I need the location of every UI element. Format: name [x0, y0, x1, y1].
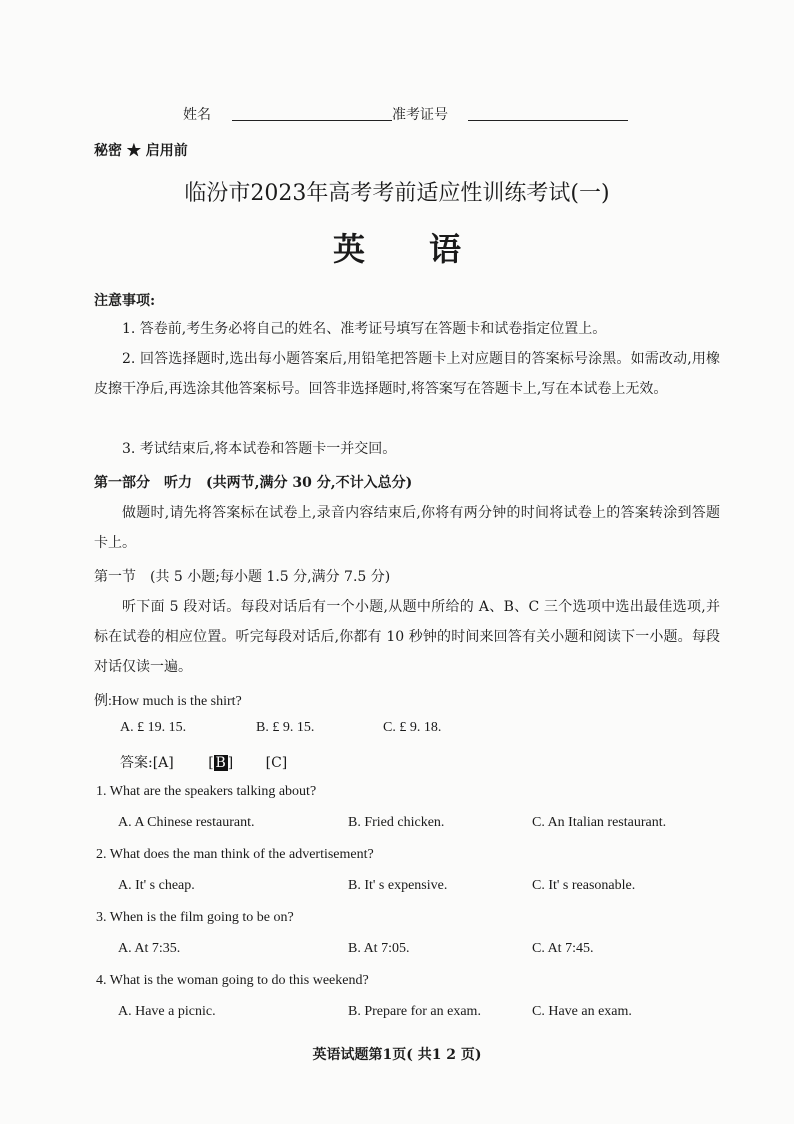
id-blank: [468, 120, 628, 121]
example-question: 例:How much is the shirt?: [94, 694, 242, 709]
answer-label: 答案:: [120, 755, 153, 771]
section1-intro: 听下面 5 段对话。每段对话后有一个小题,从题中所给的 A、B、C 三个选项中选出最佳选项,并标在试卷的相应位置。听完每段对话后,你都有 10 秒钟的时间来回答有关小题和阅读下一小题。每段对话仅读一遍。: [94, 599, 720, 675]
question-2: 2. What does the man think of the advertisement?: [96, 847, 374, 862]
subject-title: 英 语: [332, 230, 461, 268]
answer-b-close: ]: [227, 755, 234, 771]
question-1-option-a: A. A Chinese restaurant.: [118, 815, 255, 830]
example-option-c: C. £ 9. 18.: [383, 720, 442, 735]
question-4: 4. What is the woman going to do this weekend?: [96, 973, 369, 988]
question-1: 1. What are the speakers talking about?: [96, 784, 317, 799]
answer-b-open: [: [208, 755, 214, 771]
page-footer: 英语试题第1页( 共1 2 页): [312, 1047, 482, 1063]
exam-title: 临汾市2023年高考考前适应性训练考试(一): [184, 181, 610, 206]
example-option-a: A. £ 19. 15.: [120, 720, 187, 735]
name-blank: [232, 120, 392, 121]
answer-b-mark: B: [215, 755, 226, 771]
question-4-option-c: C. Have an exam.: [532, 1004, 632, 1019]
answer-a: [A]: [152, 755, 174, 771]
id-label: 准考证号: [392, 107, 448, 123]
question-1-option-b: B. Fried chicken.: [348, 815, 445, 830]
secret-label: 秘密 ★ 启用前: [94, 143, 188, 159]
question-3-option-b: B. At 7:05.: [348, 941, 410, 956]
answer-b: [208, 755, 233, 771]
question-2-option-c: C. It' s reasonable.: [532, 878, 636, 893]
question-1-option-c: C. An Italian restaurant.: [532, 815, 667, 830]
question-3: 3. When is the film going to be on?: [96, 910, 294, 925]
example-answer-row: [120, 752, 287, 772]
question-4-option-b: B. Prepare for an exam.: [348, 1004, 481, 1019]
notice-item-3: 3. 考试结束后,将本试卷和答题卡一并交回。: [122, 441, 397, 457]
notice-item-2: 2. 回答选择题时,选出每小题答案后,用铅笔把答题卡上对应题目的答案标号涂黑。如需改动,用橡皮擦干净后,再选涂其他答案标号。回答非选择题时,将答案写在答题卡上,写在本试卷上无效。: [94, 351, 720, 397]
notice-item-1: 1. 答卷前,考生务必将自己的姓名、准考证号填写在答题卡和试卷指定位置上。: [122, 321, 607, 337]
section1-heading: 第一节 (共 5 小题;每小题 1.5 分,满分 7.5 分): [94, 569, 391, 585]
name-label: 姓名: [183, 107, 211, 123]
part1-heading: 第一部分 听力 (共两节,满分 30 分,不计入总分): [94, 475, 413, 491]
question-2-option-a: A. It' s cheap.: [118, 878, 195, 893]
part1-intro: 做题时,请先将答案标在试卷上,录音内容结束后,你将有两分钟的时间将试卷上的答案转涂到答题卡上。: [94, 505, 720, 551]
question-3-option-a: A. At 7:35.: [118, 941, 181, 956]
question-3-option-c: C. At 7:45.: [532, 941, 594, 956]
question-4-option-a: A. Have a picnic.: [118, 1004, 216, 1019]
notice-heading: 注意事项:: [94, 293, 156, 309]
question-2-option-b: B. It' s expensive.: [348, 878, 448, 893]
answer-c: [C]: [265, 755, 288, 771]
example-option-b: B. £ 9. 15.: [256, 720, 315, 735]
